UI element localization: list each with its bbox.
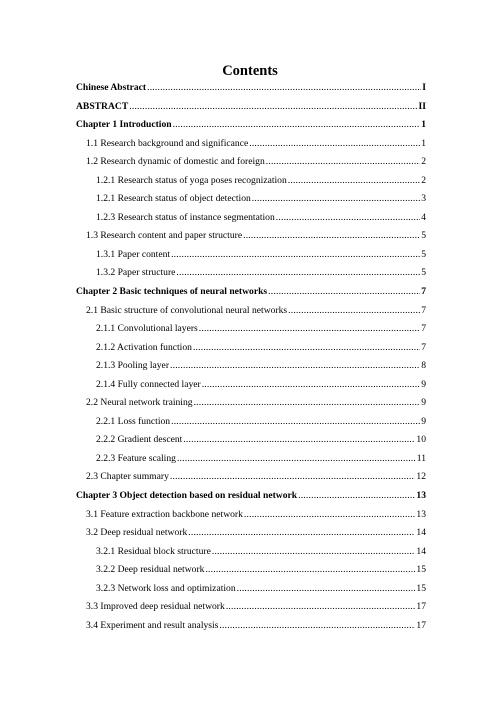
toc-entry[interactable]	[76, 138, 426, 157]
dot-leader	[199, 323, 420, 334]
toc-entry-label: 2.1.1 Convolutional layers	[96, 323, 198, 335]
toc-entry[interactable]	[76, 175, 426, 194]
toc-entry[interactable]	[76, 249, 426, 268]
dot-leader	[237, 583, 416, 594]
toc-entry-label: 2.1.3 Pooling layer	[96, 360, 170, 372]
toc-entry[interactable]	[76, 156, 426, 175]
toc-entry-label: 2.3 Chapter summary	[86, 471, 169, 483]
dot-leader	[252, 193, 420, 204]
dot-leader	[298, 490, 415, 501]
dot-leader	[268, 286, 420, 297]
toc-entry-label: 2.1.4 Fully connected layer	[96, 378, 201, 390]
toc-entry-page-number: 1	[421, 119, 426, 131]
toc-entry[interactable]	[76, 323, 426, 342]
toc-entry-page-number: 1	[421, 137, 426, 149]
table-of-contents	[76, 82, 426, 638]
dot-leader	[147, 82, 421, 93]
toc-entry[interactable]	[76, 601, 426, 620]
toc-entry-label: 1.2.1 Research status of object detection	[96, 193, 251, 205]
toc-entry-page-number: 7	[421, 304, 426, 316]
dot-leader	[249, 138, 420, 149]
dot-leader	[205, 564, 415, 575]
dot-leader	[243, 230, 420, 241]
dot-leader	[244, 509, 416, 520]
toc-entry-page-number: 9	[421, 415, 426, 427]
toc-entry-label: 2.1 Basic structure of convolutional neural networks	[86, 304, 288, 316]
dot-leader	[177, 453, 416, 464]
toc-entry[interactable]	[76, 267, 426, 286]
toc-entry-page-number: 13	[416, 490, 426, 502]
toc-entry-page-number: 7	[421, 323, 426, 335]
dot-leader	[219, 620, 415, 631]
toc-entry-label: 1.2.3 Research status of instance segmentation	[96, 211, 275, 223]
dot-leader	[276, 212, 420, 223]
toc-entry[interactable]	[76, 82, 426, 101]
toc-entry-label: 2.2 Neural network training	[86, 397, 193, 409]
toc-entry[interactable]	[76, 453, 426, 472]
toc-entry[interactable]	[76, 305, 426, 324]
toc-entry-page-number: 14	[416, 545, 426, 557]
toc-entry-label: 1.3.1 Paper content	[96, 248, 171, 260]
dot-leader	[173, 119, 421, 130]
dot-leader	[226, 601, 416, 612]
toc-entry-label: 3.1 Feature extraction backbone network	[86, 508, 243, 520]
toc-entry-label: 1.2 Research dynamic of domestic and foreign	[86, 156, 265, 168]
toc-entry-label: 1.2.1 Research status of yoga poses recognization	[96, 174, 287, 186]
toc-entry-page-number: 14	[416, 527, 426, 539]
toc-entry-page-number: II	[418, 100, 426, 112]
toc-entry-page-number: 2	[421, 174, 426, 186]
toc-entry-label: 3.2.1 Residual block structure	[96, 545, 211, 557]
toc-entry-page-number: 17	[416, 601, 426, 613]
dot-leader	[266, 156, 420, 167]
toc-entry-page-number: I	[422, 82, 426, 93]
toc-entry-label: ABSTRACT	[76, 100, 129, 112]
toc-entry-page-number: 12	[416, 471, 426, 483]
toc-entry[interactable]	[76, 546, 426, 565]
toc-entry-page-number: 5	[421, 248, 426, 260]
toc-entry[interactable]	[76, 583, 426, 602]
toc-entry-label: 2.1.2 Activation function	[96, 341, 192, 353]
toc-entry-label: 3.2.3 Network loss and optimization	[96, 582, 236, 594]
toc-entry-page-number: 5	[421, 267, 426, 279]
toc-entry-label: 1.3.2 Paper structure	[96, 267, 176, 279]
toc-entry-page-number: 11	[416, 452, 426, 464]
toc-entry-label: Chapter 1 Introduction	[76, 119, 172, 131]
toc-entry[interactable]	[76, 564, 426, 583]
toc-entry-label: 3.2.2 Deep residual network	[96, 564, 205, 576]
toc-entry-label: Chinese Abstract	[76, 82, 147, 93]
toc-entry-page-number: 8	[421, 360, 426, 372]
dot-leader	[170, 360, 420, 371]
toc-entry[interactable]	[76, 620, 426, 639]
toc-entry-label: 3.2 Deep residual network	[86, 527, 188, 539]
dot-leader	[188, 527, 415, 538]
toc-entry[interactable]	[76, 434, 426, 453]
toc-entry[interactable]	[76, 342, 426, 361]
toc-entry[interactable]	[76, 379, 426, 398]
toc-entry[interactable]	[76, 230, 426, 249]
toc-entry-page-number: 3	[421, 193, 426, 205]
dot-leader	[171, 416, 420, 427]
toc-entry-label: 2.2.1 Loss function	[96, 415, 171, 427]
page-title: Contents	[222, 63, 278, 79]
toc-entry-page-number: 17	[416, 619, 426, 631]
toc-entry-page-number: 9	[421, 378, 426, 390]
dot-leader	[170, 471, 416, 482]
toc-entry[interactable]	[76, 471, 426, 490]
toc-entry[interactable]	[76, 286, 426, 305]
dot-leader	[194, 397, 421, 408]
toc-entry-page-number: 15	[416, 582, 426, 594]
dot-leader	[193, 342, 420, 353]
dot-leader	[288, 305, 420, 316]
toc-entry[interactable]	[76, 360, 426, 379]
dot-leader	[183, 434, 415, 445]
toc-entry-page-number: 7	[421, 286, 426, 298]
toc-entry[interactable]	[76, 212, 426, 231]
dot-leader	[202, 379, 421, 390]
toc-entry[interactable]	[76, 119, 426, 138]
toc-entry[interactable]	[76, 416, 426, 435]
toc-entry[interactable]	[76, 193, 426, 212]
dot-leader	[212, 546, 416, 557]
toc-entry-page-number: 13	[416, 508, 426, 520]
dot-leader	[176, 267, 420, 278]
toc-entry-label: Chapter 2 Basic techniques of neural networks	[76, 286, 268, 298]
toc-entry-label: 1.1 Research background and significance	[86, 137, 249, 149]
toc-entry-page-number: 10	[416, 434, 426, 446]
toc-entry-label: 1.3 Research content and paper structure	[86, 230, 243, 242]
toc-entry[interactable]	[76, 490, 426, 509]
dot-leader	[129, 101, 417, 112]
toc-entry-page-number: 4	[421, 211, 426, 223]
toc-entry-label: 3.3 Improved deep residual network	[86, 601, 225, 613]
toc-entry-label: 3.4 Experiment and result analysis	[86, 619, 219, 631]
toc-entry-page-number: 5	[421, 230, 426, 242]
dot-leader	[288, 175, 420, 186]
toc-entry-label: Chapter 3 Object detection based on residual network	[76, 490, 298, 502]
toc-entry[interactable]	[76, 509, 426, 528]
dot-leader	[171, 249, 420, 260]
toc-entry[interactable]	[76, 397, 426, 416]
toc-entry-page-number: 7	[421, 341, 426, 353]
toc-entry-page-number: 9	[421, 397, 426, 409]
toc-entry[interactable]	[76, 101, 426, 120]
toc-entry[interactable]	[76, 527, 426, 546]
toc-entry-page-number: 15	[416, 564, 426, 576]
toc-entry-page-number: 2	[421, 156, 426, 168]
toc-entry-label: 2.2.2 Gradient descent	[96, 434, 183, 446]
toc-entry-label: 2.2.3 Feature scaling	[96, 452, 176, 464]
